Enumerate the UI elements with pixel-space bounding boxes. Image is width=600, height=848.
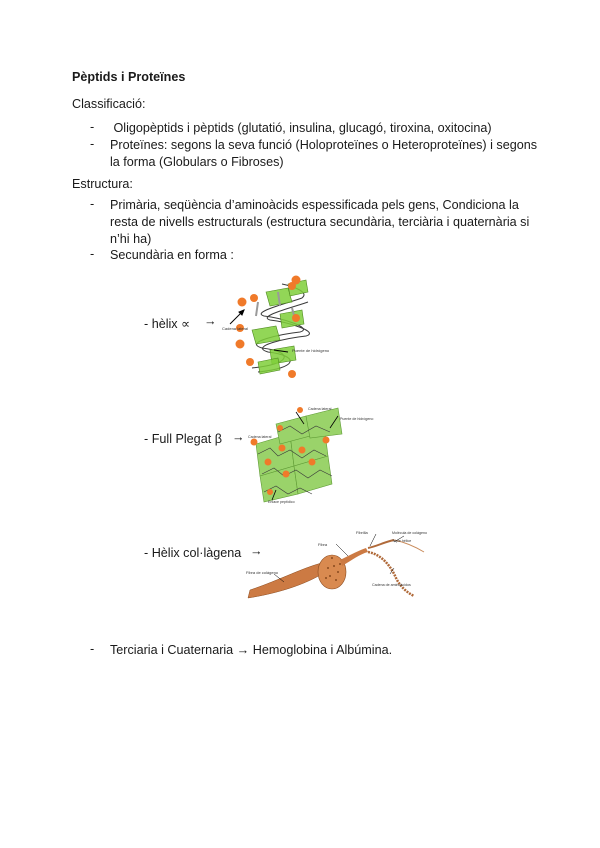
page-title: Pèptids i Proteïnes bbox=[72, 70, 186, 84]
list-bullet: - bbox=[90, 197, 95, 211]
list-bullet: - bbox=[90, 137, 95, 151]
helix-annotation: Cadena lateral bbox=[222, 326, 249, 331]
collagen-annotation: Triple hélice bbox=[392, 539, 412, 543]
sheet-annotation: Cadena lateral bbox=[248, 435, 272, 439]
list-item: Terciaria i Cuaternaria → Hemoglobina i Albúmina. bbox=[110, 643, 393, 657]
collagen-annotation: Fibra bbox=[318, 542, 328, 547]
list-bullet: - bbox=[90, 247, 95, 261]
helix-label: - hèlix ∝ bbox=[144, 317, 191, 331]
sheet-arrow: → bbox=[232, 430, 245, 444]
collagen-label: - Hèlix col·làgena bbox=[144, 546, 242, 560]
sheet-label: - Full Plegat β bbox=[144, 432, 222, 446]
collagen-annotation: Fibrilla bbox=[356, 530, 368, 535]
helix-annotation: Puente de hidrógeno bbox=[292, 348, 330, 353]
list-item: Primària, seqüència d’aminoàcids espessificada pels gens, Condiciona la resta de nivells estructurals (estructura secundària, terciària i quaternària si n’hi ha) bbox=[110, 198, 530, 246]
classificacio-heading: Classificació: bbox=[72, 97, 146, 111]
estructura-heading: Estructura: bbox=[72, 177, 133, 191]
beta-sheet-diagram bbox=[246, 404, 374, 504]
list-bullet: - bbox=[90, 120, 95, 134]
list-bullet: - bbox=[90, 642, 95, 656]
sheet-annotation: Enlace peptídico bbox=[268, 500, 295, 504]
collagen-annotation: Molécula de colágeno bbox=[392, 531, 427, 535]
sheet-annotation: Cadena lateral bbox=[308, 407, 332, 411]
collagen-annotation: Fibra de colágeno bbox=[246, 570, 279, 575]
sheet-annotation: Puente de hidrógeno bbox=[340, 417, 374, 421]
collagen-annotation: Cadena de aminoácidos bbox=[372, 583, 411, 587]
alpha-helix-diagram bbox=[222, 272, 342, 388]
list-item: Oligopèptids i pèptids (glutatió, insulina, glucagó, tiroxina, oxitocina) bbox=[110, 121, 492, 135]
list-item: Secundària en forma : bbox=[110, 248, 234, 262]
collagen-arrow: → bbox=[250, 544, 263, 558]
helix-arrow: → bbox=[204, 314, 217, 328]
list-item: Proteïnes: segons la seva funció (Holoproteïnes o Heteroproteïnes) i segons la forma (Globulars o Fibroses) bbox=[110, 138, 538, 169]
collagen-diagram bbox=[244, 528, 440, 602]
